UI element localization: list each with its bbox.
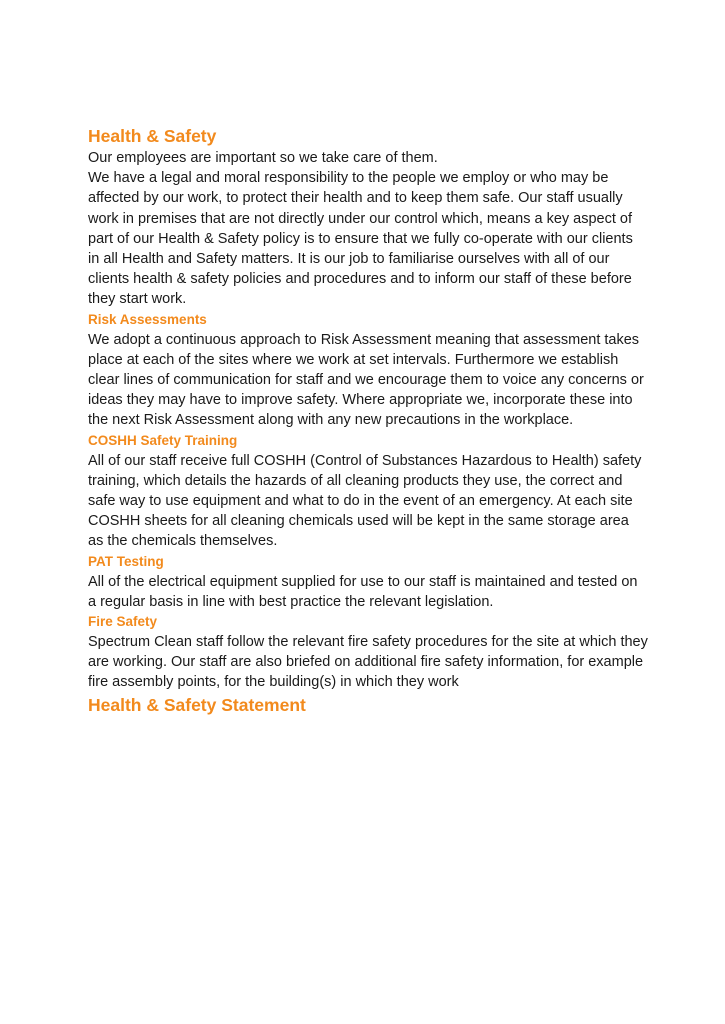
statement-title: Health & Safety Statement [88,694,306,715]
pat-testing-paragraph: All of the electrical equipment supplied for use to our staff is maintained and tested on a regular basis in line with best practice the relevant legislation. [88,573,638,610]
coshh-training-paragraph: All of our staff receive full COSHH (Control of Substances Hazardous to Health) safety training, which details the hazards of all cleaning products they use, the correct and safe way to use equipment and what to do in the event of an emergency. At each site COSHH sheets for all cleaning chemicals used will be kept in the same storage area as the chemicals themselves. [88,452,642,550]
responsibility-paragraph: We have a legal and moral responsibility to the people we employ or who may be affected by our work, to protect their health and to keep them safe. Our staff usually work in premises that are not directly under our control which, means a key aspect of part of our Health & Safety policy is to ensure that we fully co-operate with our clients in all Health and Safety matters. It is our job to familiarise ourselves with all of our clients health & safety policies and procedures and to inform our staff of these before they start work. [88,170,633,308]
page-title: Health & Safety [88,126,217,146]
fire-safety-paragraph: Spectrum Clean staff follow the relevant fire safety procedures for the site at which they are working. Our staff are also briefed on additional fire safety information, for example fire assembly points, for the building(s) in which they work [88,634,648,691]
coshh-training-heading: COSHH Safety Training [88,432,238,448]
fire-safety-heading: Fire Safety [88,614,158,630]
pat-testing-heading: PAT Testing [88,553,164,569]
document-page [88,124,648,717]
risk-assessments-heading: Risk Assessments [88,311,207,327]
intro-paragraph: Our employees are important so we take care of them. [88,150,438,166]
risk-assessments-paragraph: We adopt a continuous approach to Risk Assessment meaning that assessment takes place at each of the sites where we work at set intervals. Furthermore we establish clear lines of communication for staff and we encourage them to voice any concerns or ideas they may have to improve safety. Where appropriate we, incorporate these into the next Risk Assessment along with any new precautions in the workplace. [88,331,644,429]
